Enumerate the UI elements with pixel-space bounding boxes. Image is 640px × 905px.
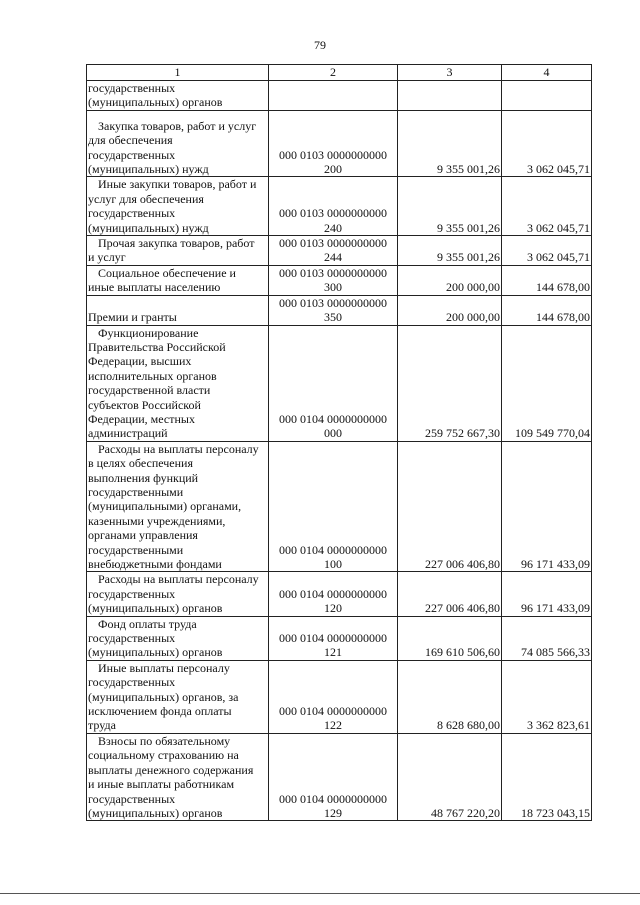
row-code: [269, 616, 398, 660]
row-name-line: и иные выплаты работникам: [88, 777, 235, 792]
row-code: [269, 236, 398, 266]
row-code-line: 000 0104 0000000000: [279, 586, 387, 601]
row-value-col3: 48 767 220,20: [398, 733, 502, 820]
table-row: [87, 325, 592, 441]
table-row: [87, 81, 592, 111]
row-name-line: государственных: [88, 586, 176, 601]
row-name: [87, 441, 269, 572]
row-name-line: (муниципальных) органов: [88, 601, 223, 616]
row-name-line: исключением фонда оплаты: [88, 704, 232, 719]
row-code-line: 200: [324, 162, 342, 177]
row-name-line: Фонд оплаты труда: [98, 616, 197, 631]
row-name-line: Премии и гранты: [88, 310, 177, 325]
row-value-col3: [398, 81, 502, 111]
row-code: [269, 733, 398, 820]
row-code-line: 000 0104 0000000000: [279, 791, 387, 806]
row-code: [269, 177, 398, 236]
row-name-line: Закупка товаров, работ и услуг: [98, 118, 257, 133]
row-name-line: (муниципальных) органов: [88, 645, 223, 660]
row-name-line: органами управления: [88, 528, 198, 543]
row-name-line: государственных: [88, 206, 176, 221]
table-row: [87, 733, 592, 820]
row-value-col3: 227 006 406,80: [398, 572, 502, 616]
row-name-line: выплаты денежного содержания: [88, 762, 254, 777]
row-code-line: 000 0103 0000000000: [279, 236, 387, 251]
row-value-col4: 3 362 823,61: [502, 660, 592, 733]
row-name-line: государственной власти: [88, 383, 211, 398]
row-code: [269, 110, 398, 177]
row-value-col3: 169 610 506,60: [398, 616, 502, 660]
row-value-col4: 109 549 770,04: [502, 325, 592, 441]
row-code-line: 350: [324, 310, 342, 325]
row-value-col3: 9 355 001,26: [398, 110, 502, 177]
budget-table: [86, 64, 592, 821]
row-name-line: (муниципальных) органов: [88, 805, 223, 820]
row-code: [269, 572, 398, 616]
table-row: [87, 265, 592, 295]
row-name: [87, 177, 269, 236]
scan-edge-line: [0, 893, 640, 894]
table-row: [87, 177, 592, 236]
row-name-line: Расходы на выплаты персоналу: [98, 441, 259, 456]
row-name-line: и услуг: [88, 250, 126, 265]
row-code-line: 300: [324, 280, 342, 295]
table-row: [87, 441, 592, 572]
row-name-line: администраций: [88, 426, 168, 441]
row-name-line: в целях обеспечения: [88, 456, 193, 471]
table-row: [87, 295, 592, 325]
row-name-line: (муниципальными) органами,: [88, 499, 242, 514]
column-header: 1: [87, 65, 269, 81]
row-name-line: Расходы на выплаты персоналу: [98, 572, 259, 587]
row-name-line: Правительства Российской: [88, 339, 226, 354]
row-name: [87, 733, 269, 820]
row-name-line: Социальное обеспечение и: [98, 265, 236, 280]
row-name: [87, 295, 269, 325]
row-code: [269, 660, 398, 733]
row-name-line: [88, 296, 267, 310]
row-name-line: социальному страхованию на: [88, 748, 239, 763]
row-name-line: (муниципальных) нужд: [88, 162, 209, 177]
row-name-line: Взносы по обязательному: [98, 733, 231, 748]
row-name-line: иные выплаты населению: [88, 280, 221, 295]
row-value-col4: 18 723 043,15: [502, 733, 592, 820]
row-name-line: Федерации, местных: [88, 411, 195, 426]
row-name-line: (муниципальных) нужд: [88, 220, 209, 235]
row-code-line: 120: [324, 601, 342, 616]
row-value-col4: 144 678,00: [502, 295, 592, 325]
row-value-col3: 9 355 001,26: [398, 177, 502, 236]
row-value-col4: 96 171 433,09: [502, 572, 592, 616]
table-row: [87, 572, 592, 616]
row-code-line: 121: [324, 645, 342, 660]
table-row: [87, 616, 592, 660]
row-name-line: государственных: [88, 81, 176, 95]
row-code-line: 000 0104 0000000000: [279, 411, 387, 426]
table-row: [87, 660, 592, 733]
row-code-line: 000 0103 0000000000: [279, 295, 387, 310]
row-code-line: 100: [324, 557, 342, 571]
table-body: [87, 81, 592, 821]
row-code-line: 122: [324, 718, 342, 733]
row-name-line: Иные выплаты персоналу: [98, 660, 230, 675]
table-row: [87, 110, 592, 177]
row-name-line: внебюджетными фондами: [88, 557, 222, 571]
row-name-line: субъектов Российской: [88, 397, 201, 412]
row-code: [269, 295, 398, 325]
row-name-line: для обеспечения: [88, 133, 173, 148]
row-value-col3: 8 628 680,00: [398, 660, 502, 733]
row-code-line: 000 0104 0000000000: [279, 704, 387, 719]
row-code: [269, 441, 398, 572]
row-name-line: государственных: [88, 675, 176, 690]
row-value-col4: 96 171 433,09: [502, 441, 592, 572]
row-name-line: выполнения функций: [88, 470, 199, 485]
row-name: [87, 572, 269, 616]
row-code-line: 000 0103 0000000000: [279, 265, 387, 280]
row-value-col4: [502, 81, 592, 111]
row-name-line: казенными учреждениями,: [88, 513, 226, 528]
row-name-line: государственных: [88, 631, 176, 646]
row-code-line: 000 0103 0000000000: [279, 147, 387, 162]
row-name-line: государственных: [88, 147, 176, 162]
row-name-line: труда: [88, 718, 116, 733]
row-value-col3: 200 000,00: [398, 265, 502, 295]
row-code-line: 000 0104 0000000000: [279, 542, 387, 557]
row-value-col3: 200 000,00: [398, 295, 502, 325]
row-name-line: (муниципальных) органов, за: [88, 689, 239, 704]
row-name-line: государственных: [88, 791, 176, 806]
row-value-col4: 3 062 045,71: [502, 110, 592, 177]
row-code-line: 129: [324, 805, 342, 820]
row-name-line: (муниципальных) органов: [88, 95, 223, 110]
row-value-col4: 3 062 045,71: [502, 177, 592, 236]
row-name-line: Функционирование: [98, 325, 199, 340]
row-code-line: 000 0104 0000000000: [279, 631, 387, 646]
row-name: [87, 81, 269, 111]
row-name: [87, 660, 269, 733]
row-code-line: 240: [324, 220, 342, 235]
row-code-line: 244: [324, 250, 342, 265]
row-name-line: Прочая закупка товаров, работ: [98, 236, 255, 251]
row-name: [87, 325, 269, 441]
row-code: [269, 265, 398, 295]
row-value-col4: 74 085 566,33: [502, 616, 592, 660]
row-name-line: государственными: [88, 542, 184, 557]
row-name-line: исполнительных органов: [88, 368, 217, 383]
row-code-line: 000 0103 0000000000: [279, 206, 387, 221]
row-name: [87, 110, 269, 177]
row-code-line: 000: [324, 426, 342, 441]
page-number: 79: [314, 38, 326, 52]
column-header: 3: [398, 65, 502, 81]
row-code: [269, 325, 398, 441]
row-name-line: Федерации, высших: [88, 354, 192, 369]
row-name-line: государственными: [88, 484, 184, 499]
row-value-col4: 3 062 045,71: [502, 236, 592, 266]
row-name: [87, 265, 269, 295]
row-name-line: Иные закупки товаров, работ и: [98, 177, 257, 192]
table-header-row: [87, 65, 592, 81]
table-row: [87, 236, 592, 266]
column-header: 4: [502, 65, 592, 81]
row-value-col3: 9 355 001,26: [398, 236, 502, 266]
row-value-col3: 259 752 667,30: [398, 325, 502, 441]
row-value-col4: 144 678,00: [502, 265, 592, 295]
row-code: [269, 81, 398, 111]
row-value-col3: 227 006 406,80: [398, 441, 502, 572]
row-name: [87, 236, 269, 266]
row-name-line: услуг для обеспечения: [88, 191, 204, 206]
column-header: 2: [269, 65, 398, 81]
row-name: [87, 616, 269, 660]
